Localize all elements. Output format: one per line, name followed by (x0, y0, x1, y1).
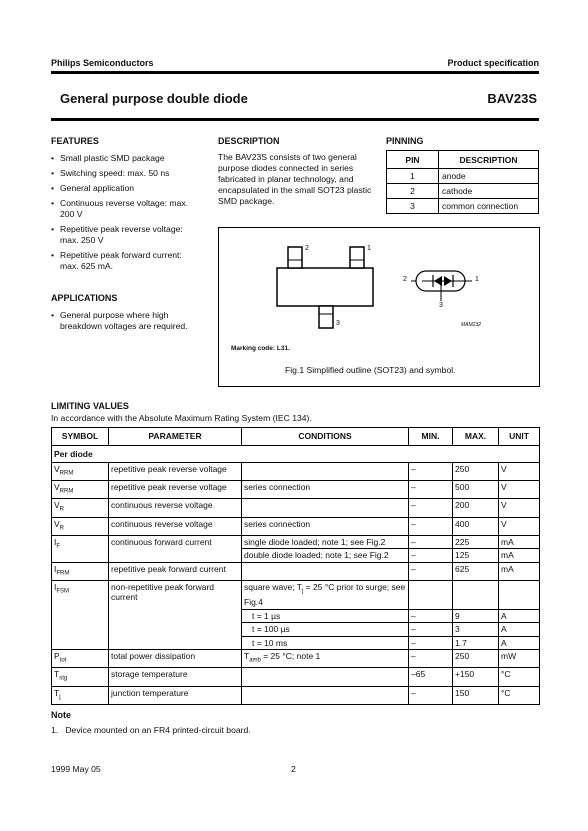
table-row (387, 199, 539, 214)
conditions: square wave; $T_j = 25$ °C prior to surge; see Fig.4 (242, 580, 409, 609)
conditions: t = 100 µs (242, 623, 409, 637)
applications-heading: APPLICATIONS (51, 293, 118, 303)
limiting-heading: LIMITING VALUES (51, 401, 129, 411)
min-value: – (409, 535, 453, 549)
pin-number: 2 (387, 184, 439, 199)
parameter: non-repetitive peak forward current (109, 580, 242, 649)
symbol-col-header: SYMBOL (52, 428, 109, 446)
pin-number: 1 (387, 169, 439, 184)
section-label: Per diode (52, 446, 540, 463)
unit: A (499, 623, 540, 637)
parameter: junction temperature (109, 686, 242, 704)
limiting-values-table (51, 427, 540, 705)
max-value: 150 (453, 686, 499, 704)
conditions (242, 668, 409, 686)
max-value: 1.7 (453, 636, 499, 650)
unit: V (499, 517, 540, 535)
figure-caption: Fig.1 Simplified outline (SOT23) and symbol. (285, 365, 456, 375)
max-value: 625 (453, 562, 499, 580)
symbol: V (54, 500, 60, 511)
symbol: P (54, 651, 60, 662)
min-value: – (409, 549, 453, 563)
table-row (52, 650, 540, 668)
applications-list (51, 310, 203, 336)
page-title: General purpose double diode (60, 91, 248, 106)
min-value: – (409, 609, 453, 623)
max-value: 250 (453, 650, 499, 668)
parameter: repetitive peak forward current (109, 562, 242, 580)
pin-2-lead (288, 247, 302, 268)
figure-box (218, 227, 540, 387)
conditions (242, 562, 409, 580)
pin-number: 3 (387, 199, 439, 214)
symbol-pin-1-label: 1 (475, 276, 479, 283)
unit: A (499, 636, 540, 650)
max-value: +150 (453, 668, 499, 686)
symbol: I (54, 581, 57, 592)
pin-description: common connection (439, 199, 539, 214)
symbol-subscript: FRM (56, 570, 70, 577)
description-col-header: DESCRIPTION (439, 151, 539, 169)
list-item: • Continuous reverse voltage: max. 200 V (51, 198, 201, 220)
symbol: V (54, 464, 60, 474)
features-heading: FEATURES (51, 136, 99, 146)
unit: V (499, 463, 540, 481)
symbol-subscript: R (59, 507, 65, 514)
unit: V (499, 481, 540, 499)
symbol-subscript: FSM (56, 588, 70, 595)
pin-3-label: 3 (336, 320, 340, 327)
symbol: T (54, 669, 60, 680)
document-type: Product specification (447, 58, 539, 68)
max-value: 500 (453, 481, 499, 499)
max-value: 400 (453, 517, 499, 535)
description-text: The BAV23S consists of two general purpose diodes connected in series fabricated in planar technology, and encapsulated in the small SOT23 plastic SMD package. (218, 152, 372, 206)
double-diode-symbol (411, 271, 472, 301)
list-item: • Repetitive peak reverse voltage: max. 250 V (51, 224, 201, 246)
table-row (52, 517, 540, 535)
symbol-pin-2-label: 2 (403, 276, 407, 283)
min-value: – (409, 650, 453, 668)
symbol: I (54, 536, 57, 547)
symbol: T (54, 687, 60, 698)
conditions: double diode loaded; note 1; see Fig.2 (242, 549, 409, 563)
symbol-subscript: F (56, 543, 61, 550)
symbol-subscript: stg (59, 676, 68, 682)
unit: A (499, 609, 540, 623)
note-heading: Note (51, 710, 71, 720)
conditions: series connection (242, 481, 409, 499)
pin-1-lead (350, 247, 364, 268)
max-value: 9 (453, 609, 499, 623)
table-row (52, 580, 540, 609)
features-list (51, 153, 201, 276)
unit: mA (499, 549, 540, 563)
table-row (52, 535, 540, 549)
parameter-col-header: PARAMETER (109, 428, 242, 446)
min-value: –65 (409, 668, 453, 686)
note-text: 1. Device mounted on an FR4 printed-circuit board. (51, 725, 251, 735)
pin-col-header: PIN (387, 151, 439, 169)
pin-description: anode (439, 169, 539, 184)
parameter: continuous reverse voltage (109, 499, 242, 517)
symbol: I (54, 563, 57, 574)
min-value: – (409, 499, 453, 517)
parameter: storage temperature (109, 668, 242, 686)
parameter: repetitive peak reverse voltage (109, 481, 242, 499)
symbol: V (54, 482, 60, 493)
min-value: – (409, 562, 453, 580)
list-item: • Small plastic SMD package (51, 153, 201, 164)
table-row (52, 463, 540, 481)
unit: mA (499, 535, 540, 549)
parameter: continuous forward current (109, 535, 242, 562)
parameter: total power dissipation (109, 650, 242, 668)
max-value: 250 (453, 463, 499, 481)
conditions (242, 499, 409, 517)
conditions-col-header: CONDITIONS (242, 428, 409, 446)
table-row (52, 481, 540, 499)
conditions: t = 10 ms (242, 636, 409, 650)
min-value: – (409, 517, 453, 535)
table-header-row (52, 428, 540, 446)
min-value: – (409, 623, 453, 637)
conditions (242, 463, 409, 481)
page-number: 2 (291, 764, 296, 774)
symbol-pin-3-label: 3 (439, 302, 443, 309)
section-row (52, 446, 540, 463)
min-value: – (409, 636, 453, 650)
symbol-subscript: RRM (59, 470, 74, 477)
min-value: – (409, 686, 453, 704)
conditions: t = 1 µs (242, 609, 409, 623)
max-value: 225 (453, 535, 499, 549)
unit: mW (499, 650, 540, 668)
figure-code: MAM232 (461, 322, 482, 328)
list-item: • General purpose where high breakdown voltages are required. (51, 310, 203, 332)
header-rule (51, 71, 539, 74)
conditions (242, 686, 409, 704)
min-value: – (409, 463, 453, 481)
symbol: V (54, 518, 60, 529)
symbol-subscript: R (59, 525, 65, 532)
min-col-header: MIN. (409, 428, 453, 446)
marking-code: Marking code: L31. (231, 345, 290, 352)
max-col-header: MAX. (453, 428, 499, 446)
pin-description: cathode (439, 184, 539, 199)
max-value: 3 (453, 623, 499, 637)
table-row (52, 686, 540, 704)
sot23-outline-drawing (219, 228, 539, 386)
symbol-subscript: j (59, 694, 61, 701)
symbol-subscript: tot (59, 657, 67, 664)
list-item: • Repetitive peak forward current: max. 625 mA. (51, 250, 201, 272)
unit: V (499, 499, 540, 517)
pinning-heading: PINNING (386, 136, 424, 146)
min-value: – (409, 481, 453, 499)
max-value: 200 (453, 499, 499, 517)
parameter: continuous reverse voltage (109, 517, 242, 535)
table-row (52, 562, 540, 580)
unit: mA (499, 562, 540, 580)
limiting-intro: In accordance with the Absolute Maximum Rating System (IEC 134). (51, 413, 312, 423)
conditions: series connection (242, 517, 409, 535)
unit-col-header: UNIT (499, 428, 540, 446)
conditions: single diode loaded; note 1; see Fig.2 (242, 535, 409, 549)
description-heading: DESCRIPTION (218, 136, 280, 146)
pin-2-label: 2 (305, 245, 309, 252)
conditions: $T_{amb} = 25$ °C; note 1 (242, 650, 409, 668)
max-value: 125 (453, 549, 499, 563)
pin-1-label: 1 (367, 245, 371, 252)
title-rule (51, 118, 539, 121)
unit: °C (499, 686, 540, 704)
company-name: Philips Semiconductors (51, 58, 154, 68)
list-item: • General application (51, 183, 201, 194)
table-row (387, 184, 539, 199)
table-row (52, 668, 540, 686)
parameter: repetitive peak reverse voltage (109, 463, 242, 481)
part-number: BAV23S (487, 91, 537, 106)
list-item: • Switching speed: max. 50 ns (51, 168, 201, 179)
table-row (387, 169, 539, 184)
footer-date: 1999 May 05 (51, 764, 101, 774)
pin-3-lead (319, 306, 333, 328)
symbol-subscript: RRM (59, 488, 74, 495)
package-body (277, 268, 373, 306)
unit: °C (499, 668, 540, 686)
table-row (52, 499, 540, 517)
pinning-table (386, 150, 539, 214)
